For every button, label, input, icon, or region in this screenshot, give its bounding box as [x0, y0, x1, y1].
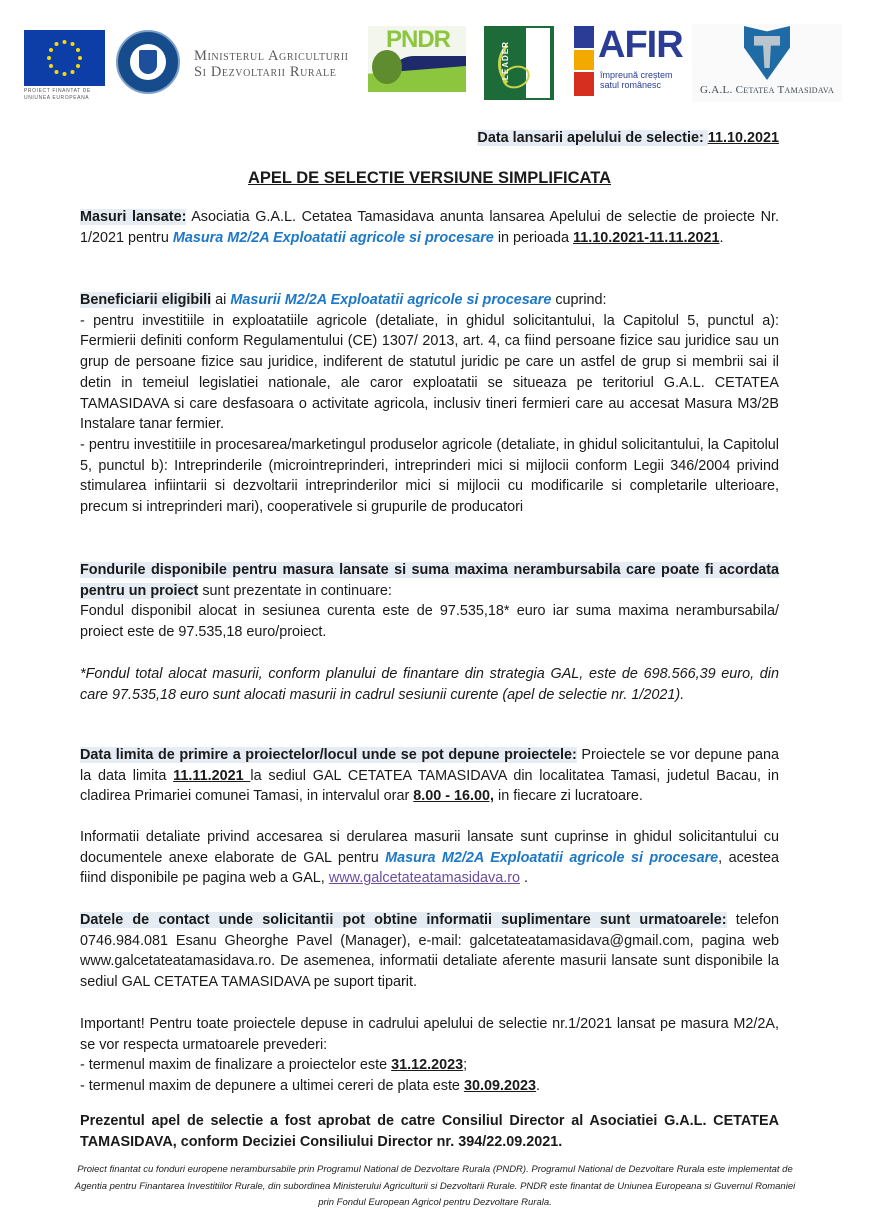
- eu-caption-line1: PROIECT FINANTAT DE: [24, 88, 91, 94]
- completion-date: 31.12.2023: [391, 1057, 464, 1074]
- funds-label: Fondurile disponibile pentru masura lansate si suma maxima nerambursabila care poate fi acordata pentru un proiect: [80, 562, 779, 599]
- pndr-logo: [368, 26, 466, 100]
- funds-paragraph: [80, 560, 779, 643]
- funds-note: *Fondul total alocat masurii, conform planului de finantare din strategia GAL, este de 698.566,39 euro, din care 97.535,18 euro sunt alocati masurii in cadrul sesiunii curente (apel de selectie nr. 1/2021).: [80, 666, 779, 703]
- deadline-label: Data limita de primire a proiectelor/locul unde se pot depune proiectele:: [80, 747, 577, 763]
- measures-end: .: [719, 229, 724, 246]
- important-text: Important! Pentru toate proiectele depuse in cadrului apelului de selectie nr.1/2021 lansat pe masura M2/2A, se vor respecta urmatoarele prevederi:: [80, 1016, 779, 1053]
- measures-label: Masuri lansate:: [80, 209, 187, 225]
- coat-of-arms-icon: [139, 50, 157, 74]
- important-paragraph: [80, 1014, 779, 1097]
- funds-text: sunt prezentate in continuare:: [198, 582, 392, 599]
- period: 11.10.2021-11.11.2021: [573, 229, 720, 246]
- info-end: .: [520, 870, 528, 887]
- measures-text2: in perioada: [493, 229, 574, 246]
- deadline-end: in fiecare zi lucratoare.: [494, 788, 643, 805]
- afir-tagline-line2: satul românesc: [600, 80, 662, 90]
- eu-logo: [24, 30, 105, 102]
- launch-label: Data lansarii apelului de selectie:: [477, 130, 708, 146]
- info-text: Informatii detaliate privind accesarea si derularea masurii lansate sunt cuprinse in ghidul solicitantului cu documentele anexe elaborate de GAL pentru: [80, 829, 779, 866]
- important-item: [80, 1076, 779, 1097]
- measures-paragraph: [80, 207, 779, 248]
- eu-caption-line2: UNIUNEA EUROPEANA: [24, 95, 90, 101]
- logo-bar: [24, 24, 844, 102]
- ministry-line2: Si Dezvoltarii Rurale: [194, 64, 337, 80]
- beneficiary-item: - pentru investitiile in procesarea/marketingul produselor agricole (detaliate, in ghidul solicitantului, la Capitolul 5, punctul b): Intreprinderile (microintreprinderi, intreprinderi mici si mijlocii conform Legii 346/2004 privind stimularea infiintarii si dezvoltarii intreprinderilor mici si mijlocii cu modificarile si completarile ulterioare, precum si intreprinderi mari), cooperativele si grupurile de producatori: [80, 436, 779, 516]
- item-text: - termenul maxim de finalizare a proiectelor este: [80, 1057, 392, 1074]
- ministry-line1: Ministerul Agriculturii: [194, 48, 349, 64]
- contact-paragraph: [80, 910, 779, 993]
- item-text: - termenul maxim de depunere a ultimei cereri de plata este: [80, 1078, 464, 1095]
- item-end: .: [535, 1078, 540, 1095]
- deadline-text: Proiectele se vor depune pana la data limita: [80, 747, 779, 784]
- eu-caption: [24, 88, 105, 102]
- leader-label: LEADER: [500, 41, 510, 80]
- contact-label: Datele de contact unde solicitantii pot obtine informatii suplimentare sunt urmatoarele:: [80, 912, 727, 928]
- deadline-date: 11.11.2021: [173, 767, 251, 784]
- gal-logo: [692, 24, 842, 102]
- contact-text: telefon 0746.984.081 Esanu Gheorghe Pavel (Manager), e-mail: galcetateatamasidava@gmail.com, pagina web www.galcetateatamasidava.ro. De asemenea, informatii detaliate aferente masurii lansate sunt disponibile la sediul GAL CETATEA TAMASIDAVA pe suport tiparit.: [80, 912, 779, 991]
- important-item: [80, 1055, 779, 1076]
- payment-deadline-date: 30.09.2023: [463, 1078, 536, 1095]
- beneficiary-item: - pentru investitiile in exploatatiile agricole (detaliate, in ghidul solicitantului, la Capitolul 5, punctul a): Fermierii definiti conform Regulamentului (CE) 1307/ 2013, art. 4, ca fiind persoane fizice sau juridice sau un grup de persoane fizice sau juridice, indiferent de statutul juridic pe care un astfel de grup si membrii sai il detin in temeiul legislatiei nationale, ale caror exploatatii se situeaza pe teritoriul G.A.L. CETATEA TAMASIDAVA si care desfasoara o activitate agricola, inclusiv tineri fermieri care au accesat Masura M3/2B Instalare tanar fermier.: [80, 312, 779, 433]
- measures-text: Asociatia G.A.L. Cetatea Tamasidava anunta lansarea Apelului de selectie de proiecte Nr. 1/2021 pentru: [80, 209, 779, 246]
- afir-bars-icon: [574, 26, 594, 96]
- office-hours: 8.00 - 16.00,: [413, 788, 495, 805]
- funds-detail: Fondul disponibil alocat in sesiunea curenta este de 97.535,18* euro iar suma maxima nerambursabila/ proiect este de 97.535,18 euro/proiect.: [80, 603, 779, 641]
- launch-date: 11.10.2021: [707, 130, 779, 146]
- pndr-label: PNDR: [386, 26, 451, 53]
- funding-footer: Proiect finantat cu fonduri europene nerambursabile prin Programul National de Dezvoltare Rurala (PNDR). Programul National de Dezvoltare Rurala este implementat de Agentia pentru Finantarea Investitiilor Rurale, din subordinea Ministerului Agriculturii si Dezvoltarii Rurale. PNDR este finantat de Uniunea Europeana si Guvernul Romaniei prin Fondul European Agricol pentru Dezvoltare Rurala.: [74, 1164, 796, 1208]
- afir-tagline-line1: împreună creștem: [600, 70, 673, 80]
- tree-icon: [372, 50, 402, 84]
- afir-label: AFIR: [598, 24, 683, 66]
- eu-flag-icon: [24, 30, 105, 86]
- beneficiaries-label: Beneficiarii eligibili: [80, 292, 212, 308]
- afir-tagline: [600, 70, 673, 90]
- deadline-text2: la sediul GAL CETATEA TAMASIDAVA din localitatea Tamasi, judetul Bacau, in cladirea Primariei comunei Tamasi, in intervalul orar: [80, 767, 779, 805]
- measure-name: Masurii M2/2A Exploatatii agricole si procesare: [230, 292, 552, 308]
- leader-logo: [484, 26, 554, 100]
- launch-date-line: [477, 128, 779, 149]
- deadline-paragraph: [80, 745, 779, 807]
- beneficiaries-text2: cuprind:: [551, 292, 607, 308]
- approval-statement: Prezentul apel de selectie a fost aprobat de catre Consiliul Director al Asociatiei G.A.L. CETATEA TAMASIDAVA, conform Deciziei Consiliului Director nr. 394/22.09.2021.: [80, 1113, 779, 1150]
- afir-logo: [574, 24, 686, 102]
- info-text2: , acestea fiind disponibile pe pagina web a GAL,: [80, 849, 779, 887]
- item-end: ;: [463, 1057, 468, 1074]
- gal-name: G.A.L. Cetatea Tamasidava: [699, 84, 835, 96]
- pndr-caption: [368, 92, 466, 100]
- government-seal-icon: [116, 30, 180, 94]
- website-link[interactable]: www.galcetateatamasidava.ro: [328, 870, 520, 887]
- ministry-logo-text: [194, 48, 349, 80]
- info-paragraph: [80, 827, 779, 889]
- measure-name: Masura M2/2A Exploatatii agricole si procesare: [385, 849, 719, 866]
- beneficiaries-text: ai: [211, 292, 231, 308]
- page-title: APEL DE SELECTIE VERSIUNE SIMPLIFICATA: [247, 169, 612, 187]
- beneficiaries-paragraph: [80, 290, 779, 518]
- measure-name: Masura M2/2A Exploatatii agricole si procesare: [172, 229, 494, 246]
